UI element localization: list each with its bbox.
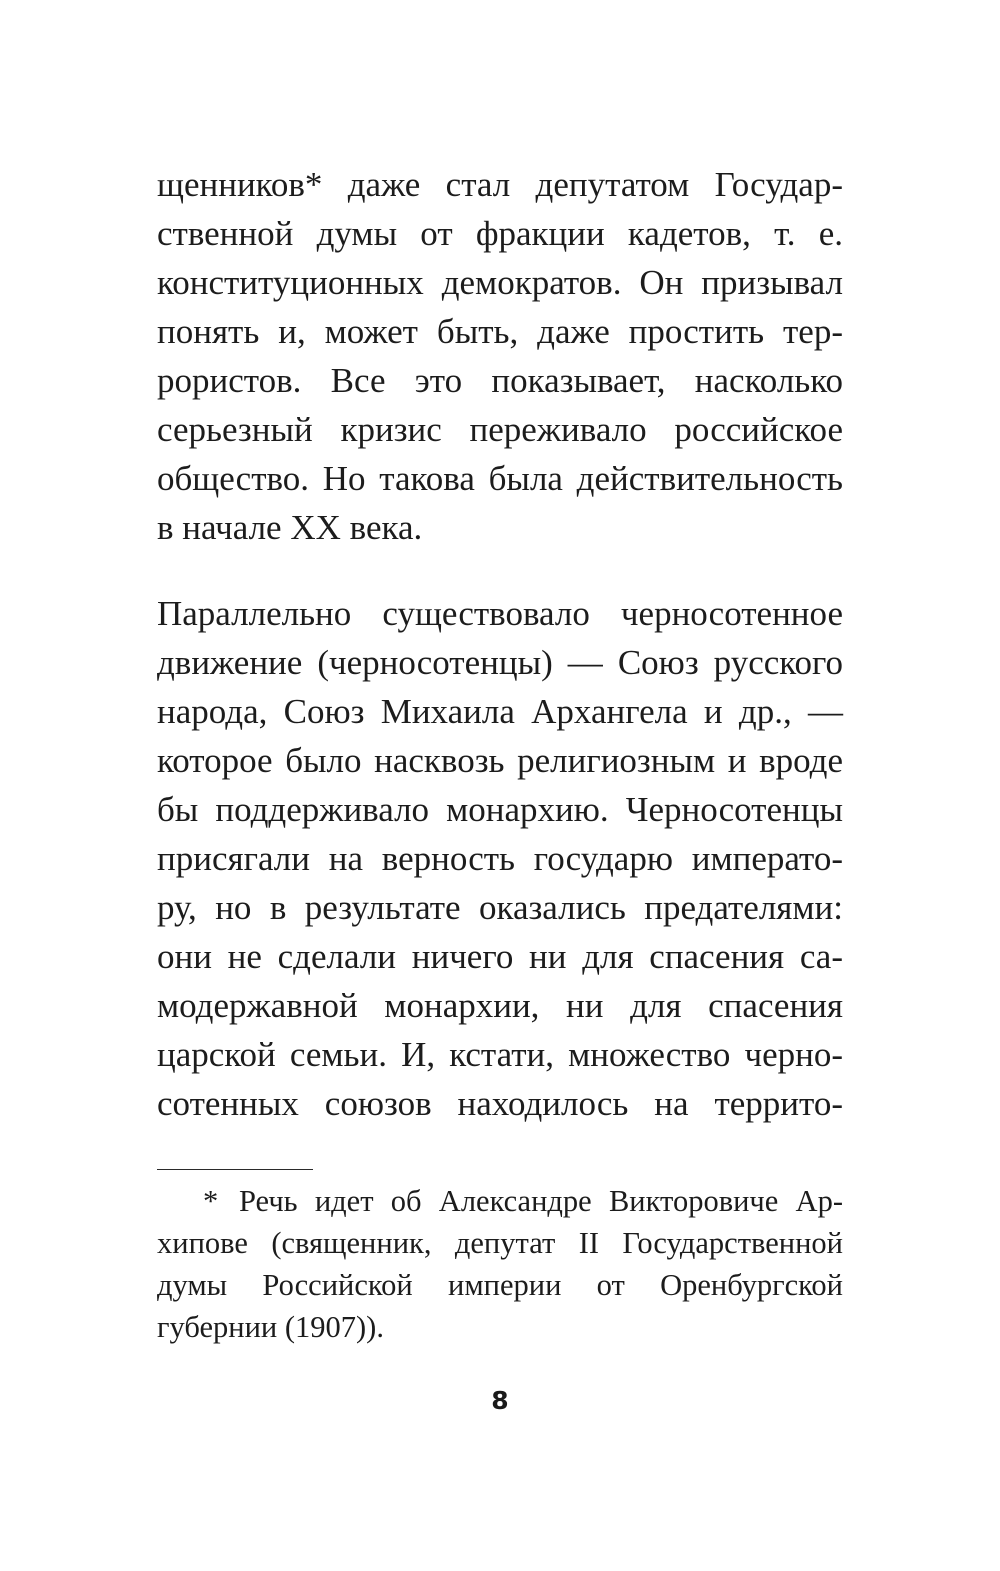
text-line: модержавной монархии, ни для спасения xyxy=(157,986,843,1025)
text-line: присягали на верность государю императо- xyxy=(157,839,843,878)
text-line: серьезный кризис переживало российское xyxy=(157,410,843,449)
text-line: они не сделали ничего ни для спасения са- xyxy=(157,937,843,976)
text-line: сотенных союзов находилось на террито- xyxy=(157,1084,843,1123)
paragraph-1 xyxy=(157,160,843,552)
footnote xyxy=(157,1180,843,1348)
footnote-line: хипове (священник, депутат II Государственной xyxy=(157,1226,843,1260)
paragraph-2 xyxy=(157,589,843,1128)
text-line: щенников* даже стал депутатом Государ- xyxy=(157,165,843,204)
footnote-marker: * xyxy=(203,1184,219,1218)
text-line: движение (черносотенцы) — Союз русского xyxy=(157,643,843,682)
text-line: рористов. Все это показывает, насколько xyxy=(157,361,843,400)
footnote-line: думы Российской империи от Оренбургской xyxy=(157,1268,843,1302)
footnote-first-line xyxy=(157,1180,843,1222)
text-line: царской семьи. И, кстати, множество черно- xyxy=(157,1035,843,1074)
text-line: народа, Союз Михаила Архангела и др., — xyxy=(157,692,843,731)
text-line: общество. Но такова была действительность xyxy=(157,459,843,498)
text-line: которое было насквозь религиозным и вроде xyxy=(157,741,843,780)
text-line: конституционных демократов. Он призывал xyxy=(157,263,843,302)
text-line: ру, но в результате оказались предателями: xyxy=(157,888,843,927)
footnote-text: Речь идет об Александре Викторовиче Ар- xyxy=(239,1184,843,1218)
text-line: понять и, может быть, даже простить тер- xyxy=(157,312,843,351)
footnote-line: губернии (1907)). xyxy=(157,1310,384,1344)
text-line: ственной думы от фракции кадетов, т. е. xyxy=(157,214,843,253)
footnote-divider xyxy=(157,1169,313,1170)
text-line: бы поддерживало монархию. Черносотенцы xyxy=(157,790,843,829)
text-line: Параллельно существовало черносотенное xyxy=(157,594,843,633)
text-line: в начале XX века. xyxy=(157,508,423,547)
page-number: 8 xyxy=(491,1386,509,1415)
